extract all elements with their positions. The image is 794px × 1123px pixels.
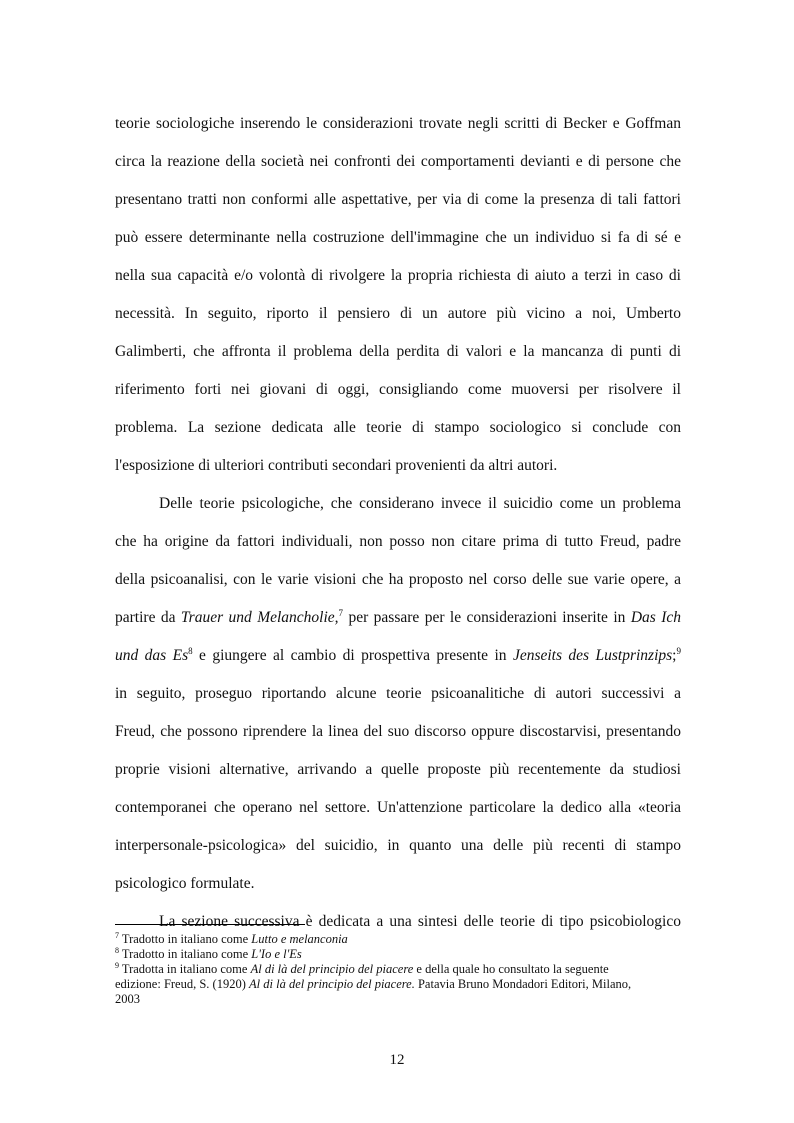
body-line-2: circa la reazione della società nei confronti dei comportamenti devianti e di persone che — [115, 153, 681, 170]
line14-mid: per passare per le considerazioni inserite in — [343, 609, 631, 626]
line14-pre: partire da — [115, 609, 181, 626]
body-line-10: l'esposizione di ulteriori contributi secondari provenienti da altri autori. — [115, 457, 558, 474]
body-line-14 — [115, 608, 681, 628]
footnote-9-line-1 — [115, 962, 681, 977]
body-line-22: La sezione successiva è dedicata a una sintesi delle teorie di tipo psicobiologico — [159, 913, 681, 930]
footnote-ref-8: 8 — [188, 645, 193, 656]
footnote-8-text: Tradotto in italiano come — [119, 947, 252, 961]
body-line-4: può essere determinante nella costruzione dell'immagine che un individuo si fa di sé e — [115, 229, 681, 246]
line15-mid: e giungere al cambio di prospettiva presente in — [192, 647, 513, 664]
footnote-9-title-2: Al di là del principio del piacere. — [249, 977, 415, 991]
footnote-ref-7: 7 — [338, 607, 344, 618]
body-line-8: riferimento forti nei giovani di oggi, consigliando come muoversi per risolvere il — [115, 381, 681, 398]
footnote-7-title: Lutto e melanconia — [251, 932, 348, 946]
title-jenseits-des-lustprinzips: Jenseits des Lustprinzips — [512, 647, 673, 664]
footnote-7-text: Tradotto in italiano come — [119, 932, 252, 946]
footnote-9-text-4: Patavia Bruno Mondadori Editori, Milano, — [414, 977, 632, 991]
footnote-9-text-2: e della quale ho consultato la seguente — [413, 962, 609, 976]
body-line-6: necessità. In seguito, riporto il pensiero di un autore più vicino a noi, Umberto — [115, 305, 681, 322]
footnote-9-number: 9 — [115, 960, 119, 970]
footnote-8 — [115, 947, 681, 962]
footnote-9-title-1: Al di là del principio del piacere — [250, 962, 414, 976]
page-number: 12 — [389, 1052, 405, 1068]
footnote-9-line-3: 2003 — [115, 992, 140, 1006]
body-line-9: problema. La sezione dedicata alle teorie di stampo sociologico si conclude con — [115, 419, 681, 436]
footnote-8-title: L'Io e l'Es — [251, 947, 302, 961]
body-line-5: nella sua capacità e/o volontà di rivolgere la propria richiesta di aiuto a terzi in caso di — [115, 267, 681, 284]
body-line-7: Galimberti, che affronta il problema della perdita di valori e la mancanza di punti di — [115, 343, 681, 360]
line15-semicolon: ; — [672, 647, 677, 664]
footnote-7-number: 7 — [115, 930, 119, 940]
body-line-18: proprie visioni alternative, arrivando a quelle proposte più recentemente da studiosi — [115, 761, 681, 778]
footnote-9-text-1: Tradotta in italiano come — [119, 962, 251, 976]
body-line-20: interpersonale-psicologica» del suicidio, in quanto una delle più recenti di stampo — [115, 837, 681, 854]
body-line-19: contemporanei che operano nel settore. Un'attenzione particolare la dedico alla «teoria — [115, 799, 681, 816]
body-line-1: teorie sociologiche inserendo le considerazioni trovate negli scritti di Becker e Goffman — [115, 115, 681, 132]
body-line-13: della psicoanalisi, con le varie visioni che ha proposto nel corso delle sue varie opere, a — [115, 571, 681, 588]
body-line-12: che ha origine da fattori individuali, non posso non citare prima di tutto Freud, padre — [115, 533, 681, 550]
footnote-9-text-3: edizione: Freud, S. (1920) — [115, 977, 250, 991]
body-line-15 — [115, 646, 681, 666]
title-das-ich: Das Ich — [630, 609, 681, 626]
footnote-8-number: 8 — [115, 945, 119, 955]
title-und-das-es: und das Es — [115, 647, 189, 664]
footnote-7 — [115, 932, 681, 947]
body-line-16: in seguito, proseguo riportando alcune teorie psicoanalitiche di autori successivi a — [115, 685, 681, 702]
body-line-21: psicologico formulate. — [115, 875, 255, 892]
body-line-17: Freud, che possono riprendere la linea del suo discorso oppure discostarvisi, presentando — [115, 723, 681, 740]
footnote-separator — [115, 924, 305, 925]
footnote-ref-9: 9 — [676, 645, 681, 656]
footnote-9-line-2 — [115, 977, 681, 992]
title-trauer-und-melancholie: Trauer und Melancholie, — [180, 609, 339, 626]
body-line-3: presentano tratti non conformi alle aspettative, per via di come la presenza di tali fattori — [115, 191, 681, 208]
body-line-11: Delle teorie psicologiche, che considerano invece il suicidio come un problema — [159, 495, 681, 512]
